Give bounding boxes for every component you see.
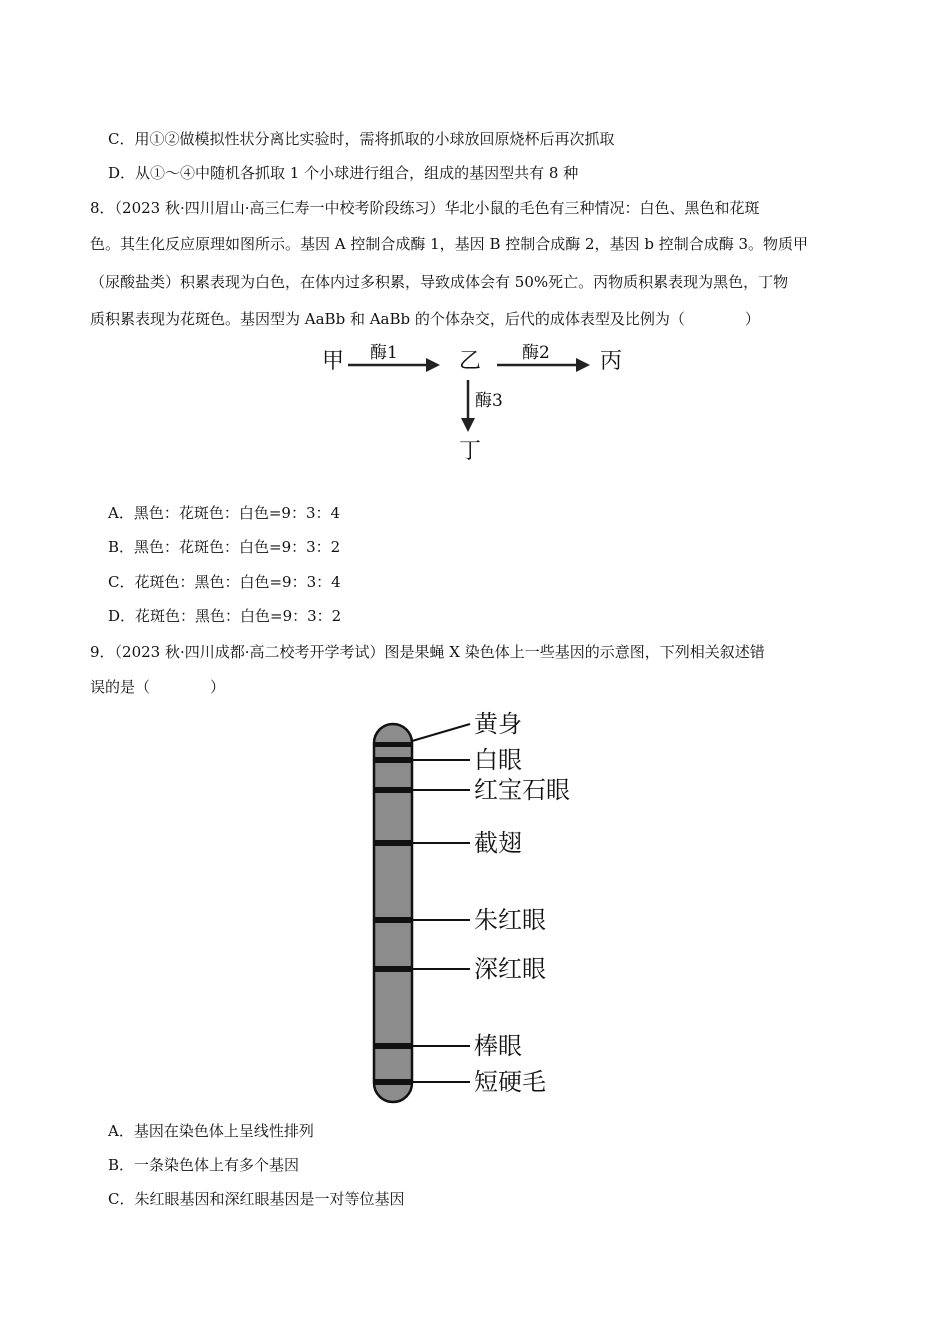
substance-jia: 甲: [322, 349, 345, 374]
substance-ding: 丁: [459, 439, 482, 464]
q8-stem-line-1: 8．（2023 秋·四川眉山·高三仁寿一中校考阶段练习）华北小鼠的毛色有三种情况：白色、黑色和花斑: [90, 199, 760, 217]
band-cut-wing: [374, 840, 412, 846]
band-short-bristle: [374, 1079, 412, 1085]
q8-option-d: D．花斑色：黑色：白色=9：3：2: [108, 607, 342, 625]
substance-yi: 乙: [459, 349, 482, 374]
enzyme-3-label: 酶3: [475, 391, 503, 411]
q8-option-c: C．花斑色：黑色：白色=9：3：4: [108, 573, 341, 591]
q9-option-b: B．一条染色体上有多个基因: [108, 1156, 300, 1174]
q8-stem-line-4: 质积累表现为花斑色。基因型为 AaBb 和 AaBb 的个体杂交，后代的成体表型及比例为（ ）: [90, 310, 760, 328]
band-white-eye: [374, 757, 412, 763]
q9-stem-line-1: 9．（2023 秋·四川成都·高二校考开学考试）图是果蝇 X 染色体上一些基因的示意图，下列相关叙述错: [90, 643, 765, 661]
q9-option-a: A．基因在染色体上呈线性排列: [108, 1122, 314, 1140]
gene-label-bar-eye: 棒眼: [474, 1032, 522, 1060]
gene-label-cut-wing: 截翅: [474, 829, 522, 857]
gene-label-yellow-body: 黄身: [474, 710, 522, 738]
gene-label-vermilion-eye: 朱红眼: [474, 906, 546, 934]
q9-option-c: C．朱红眼基因和深红眼基因是一对等位基因: [108, 1190, 405, 1208]
band-bar-eye: [374, 1043, 412, 1049]
band-ruby-eye: [374, 787, 412, 793]
gene-label-white-eye: 白眼: [474, 746, 522, 774]
substance-bing: 丙: [600, 349, 623, 374]
q7-option-d: D．从①～④中随机各抓取 1 个小球进行组合，组成的基因型共有 8 种: [108, 164, 579, 182]
q7-option-c: C．用①②做模拟性状分离比实验时，需将抓取的小球放回原烧杯后再次抓取: [108, 130, 615, 148]
band-vermilion-eye: [374, 917, 412, 923]
band-carmine-eye: [374, 966, 412, 972]
gene-label-short-bristle: 短硬毛: [474, 1068, 546, 1096]
band-yellow-body: [374, 742, 412, 747]
q8-stem-line-2: 色。其生化反应原理如图所示。基因 A 控制合成酶 1，基因 B 控制合成酶 2，基因 b 控制合成酶 3。物质甲: [90, 235, 809, 253]
q8-stem-line-3: （尿酸盐类）积累表现为白色，在体内过多积累，导致成体会有 50%死亡。丙物质积累表现为黑色，丁物: [90, 273, 789, 291]
gene-leader-lines: [412, 724, 470, 1082]
q9-stem-line-2: 误的是（ ）: [90, 678, 226, 696]
q8-option-b: B．黑色：花斑色：白色=9：3：2: [108, 538, 341, 556]
enzyme-2-label: 酶2: [522, 343, 550, 363]
q8-option-a: A．黑色：花斑色：白色=9：3：4: [108, 504, 341, 522]
gene-label-ruby-eye: 红宝石眼: [474, 776, 570, 804]
enzyme-1-label: 酶1: [370, 343, 398, 363]
gene-label-carmine-eye: 深红眼: [474, 955, 546, 983]
